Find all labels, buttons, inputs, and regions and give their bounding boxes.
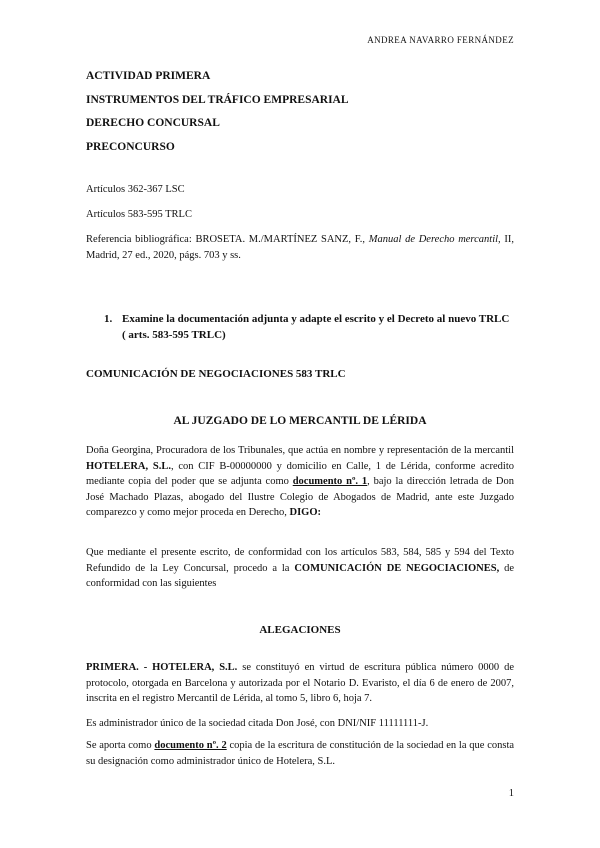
para1-text-b: , con CIF B-00000000 y domicilio en Calle, 1 de Lérida, conforme acredito mediante copia del poder que se adjunta como	[86, 460, 514, 488]
para5-text-b: copia de la escritura de constitución de la sociedad en la que consta su designación como administrador único de Hotelera, S.L.	[86, 740, 515, 767]
paragraph-document-2	[86, 738, 514, 769]
title-subject: INSTRUMENTOS DEL TRÁFICO EMPRESARIAL	[86, 93, 349, 106]
digo-label: DIGO:	[289, 507, 321, 519]
court-heading: AL JUZGADO DE LO MERCANTIL DE LÉRIDA	[173, 415, 427, 427]
article-reference-trlc: Artículos 583-595 TRLC	[86, 209, 192, 220]
title-area: DERECHO CONCURSAL	[86, 117, 220, 129]
para2-text-a: Que mediante el presente escrito, de conformidad con los artículos 583, 584, 585 y 594 del Texto Refundido de la Ley Concursal, procedo a la	[86, 547, 514, 574]
para2-text-b: de conformidad con las siguientes	[86, 562, 514, 590]
title-activity: ACTIVIDAD PRIMERA	[86, 70, 211, 82]
paragraph-administrator: Es administrador único de la sociedad citada Don José, con DNI/NIF 11111111-J.	[86, 718, 429, 729]
question-text: Examine la documentación adjunta y adapte el escrito y el Decreto al nuevo TRLC ( arts. 583-595 TRLC)	[122, 313, 510, 341]
title-topic: PRECONCURSO	[86, 140, 175, 153]
bibliographic-reference	[86, 232, 514, 264]
activity-titles	[86, 68, 349, 162]
section-title: COMUNICACIÓN DE NEGOCIACIONES 583 TRLC	[86, 368, 346, 380]
para1-text-a: Doña Georgina, Procuradora de los Tribunales, que actúa en nombre y representación de la mercantil	[86, 445, 514, 456]
paragraph-appearance	[86, 443, 514, 521]
first-allegation-text: se constituyó en virtud de escritura pública número 0000 de protocolo, otorgada en Barcelona y autorizada por el Notario D. Evaristo, el día 6 de enero de 2007, inscrita en el registro Mercantil de Lérida, al tomo 5, libro 6, hoja 7.	[86, 662, 515, 705]
para5-text-a: Se aporta como	[86, 740, 152, 751]
paragraph-first-allegation	[86, 660, 514, 707]
question-item	[104, 311, 514, 343]
document-ref-1: documento nº. 1	[292, 476, 368, 488]
article-reference-lsc: Artículos 362-367 LSC	[86, 184, 185, 195]
biblio-suffix: II, Madrid, 27 ed., 2020, págs. 703 y ss.	[86, 234, 515, 261]
first-allegation-lead: PRIMERA. - HOTELERA, S.L.	[86, 662, 238, 673]
company-name: HOTELERA, S.L.	[86, 460, 171, 472]
document-header-author: ANDREA NAVARRO FERNÁNDEZ	[367, 35, 514, 45]
communication-label: COMUNICACIÓN DE NEGOCIACIONES,	[294, 562, 500, 574]
paragraph-communication	[86, 545, 514, 592]
para1-text-c: , bajo la dirección letrada de Don José Machado Plazas, abogado del Ilustre Colegio de Abogados de Madrid, ante este Juzgado comparezco y como mejor proceda en Derecho,	[86, 476, 514, 519]
page-number: 1	[508, 788, 514, 799]
document-ref-2: documento nº. 2	[154, 740, 227, 751]
references	[86, 182, 514, 273]
alegaciones-heading: ALEGACIONES	[259, 624, 341, 636]
biblio-title: Manual de Derecho mercantil,	[368, 234, 501, 245]
biblio-prefix: Referencia bibliográfica: BROSETA. M./MARTÍNEZ SANZ, F.,	[86, 234, 365, 245]
question-number: 1.	[104, 313, 113, 325]
